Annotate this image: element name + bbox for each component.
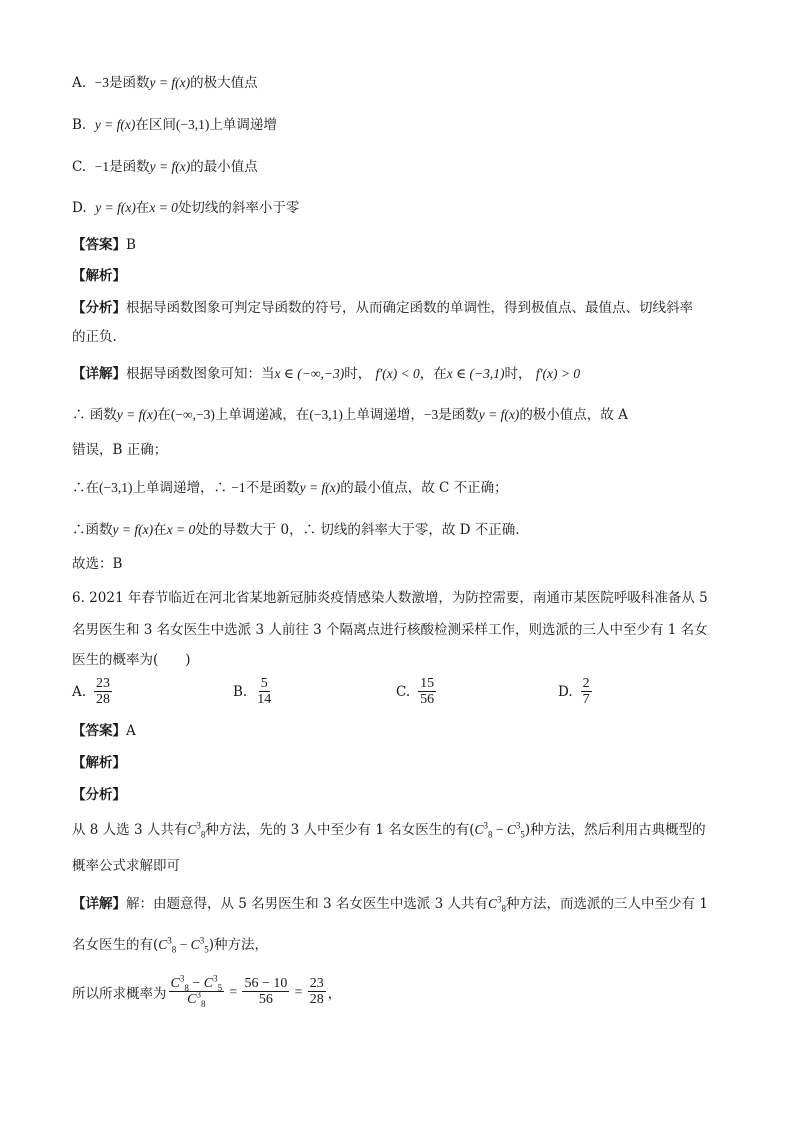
- fenxi-q6-heading: 【分析】: [72, 787, 126, 803]
- q6-option-c: C. $\frac{15}{56}$: [396, 676, 435, 707]
- fenxi-q5-cont: 的正负.: [72, 329, 117, 345]
- fenxi-q6-line-1: 从 8 人选 3 人共有$C^3_8$种方法，先的 3 人中至少有 1 名女医生的有$(C^3_8 - C^3_5)$种方法，然后利用古典概型的: [72, 820, 706, 840]
- fenxi-q5: 【分析】根据导函数图象可判定导函数的符号，从而确定函数的单调性，得到极值点、最值点、切线斜率: [72, 300, 693, 316]
- answer-q5: 【答案】B: [72, 237, 136, 253]
- q6-stem-1: 6. 2021 年春节临近在河北省某地新冠肺炎疫情感染人数激增，为防控需要，南通市某医院呼吸科准备从 5: [72, 590, 708, 606]
- detail-line-1b: 错误，B 正确；: [72, 442, 168, 458]
- q6-option-d: D. $\frac{2}{7}$: [558, 676, 590, 707]
- choice-q5: 故选：B: [72, 556, 123, 572]
- answer-q6: 【答案】A: [72, 723, 136, 739]
- detail-line-3: ∴函数y = f(x)在x = 0处的导数大于 0，∴ 切线的斜率大于零，故 D 不正确.: [72, 522, 520, 538]
- detail-q6-line-2: 名女医生的有$(C^3_8 - C^3_5)$种方法，: [72, 935, 268, 955]
- q6-option-a: A. $\frac{23}{28}$: [72, 676, 111, 707]
- option-b: B. y = f(x)在区间(−3,1)上单调递增: [72, 117, 277, 133]
- q6-stem-3: 医生的概率为( ): [72, 652, 191, 668]
- fenxi-q6-line-2: 概率公式求解即可: [72, 858, 180, 874]
- analysis-heading-q6: 【解析】: [72, 755, 126, 771]
- detail-line-1: ∴ 函数y = f(x)在(−∞,−3)上单调递减，在(−3,1)上单调递增，−3是函数y = f(x)的极小值点，故 A: [72, 407, 628, 423]
- detail-q6-line-1: 【详解】解：由题意得，从 5 名男医生和 3 名女医生中选派 3 人共有$C^3_8$种方法，而选派的三人中至少有 1: [72, 894, 708, 914]
- probability-formula: 所以所求概率为 $\frac{C^3_8 - C^3_5}{C^3_8}$ = $\frac{56 - 10}{56}$ = $\frac{23}{28}$ ，: [72, 973, 342, 1009]
- q6-option-b: B. $\frac{5}{14}$: [233, 676, 272, 707]
- q6-stem-2: 名男医生和 3 名女医生中选派 3 人前往 3 个隔离点进行核酸检测采样工作，则选派的三人中至少有 1 名女: [72, 622, 708, 638]
- detail-q5: 【详解】根据导函数图象可知：当x ∈ (−∞,−3)时， f′(x) < 0，在x ∈ (−3,1)时， f′(x) > 0: [72, 366, 581, 382]
- detail-line-2: ∴在(−3,1)上单调递增，∴ −1不是函数y = f(x)的最小值点，故 C 不正确；: [72, 480, 508, 496]
- option-c: C. −1是函数y = f(x)的最小值点: [72, 159, 258, 175]
- option-d: D. y = f(x)在x = 0处切线的斜率小于零: [72, 200, 300, 216]
- analysis-heading-q5: 【解析】: [72, 268, 126, 284]
- option-a: A. −3是函数y = f(x)的极大值点: [72, 75, 258, 91]
